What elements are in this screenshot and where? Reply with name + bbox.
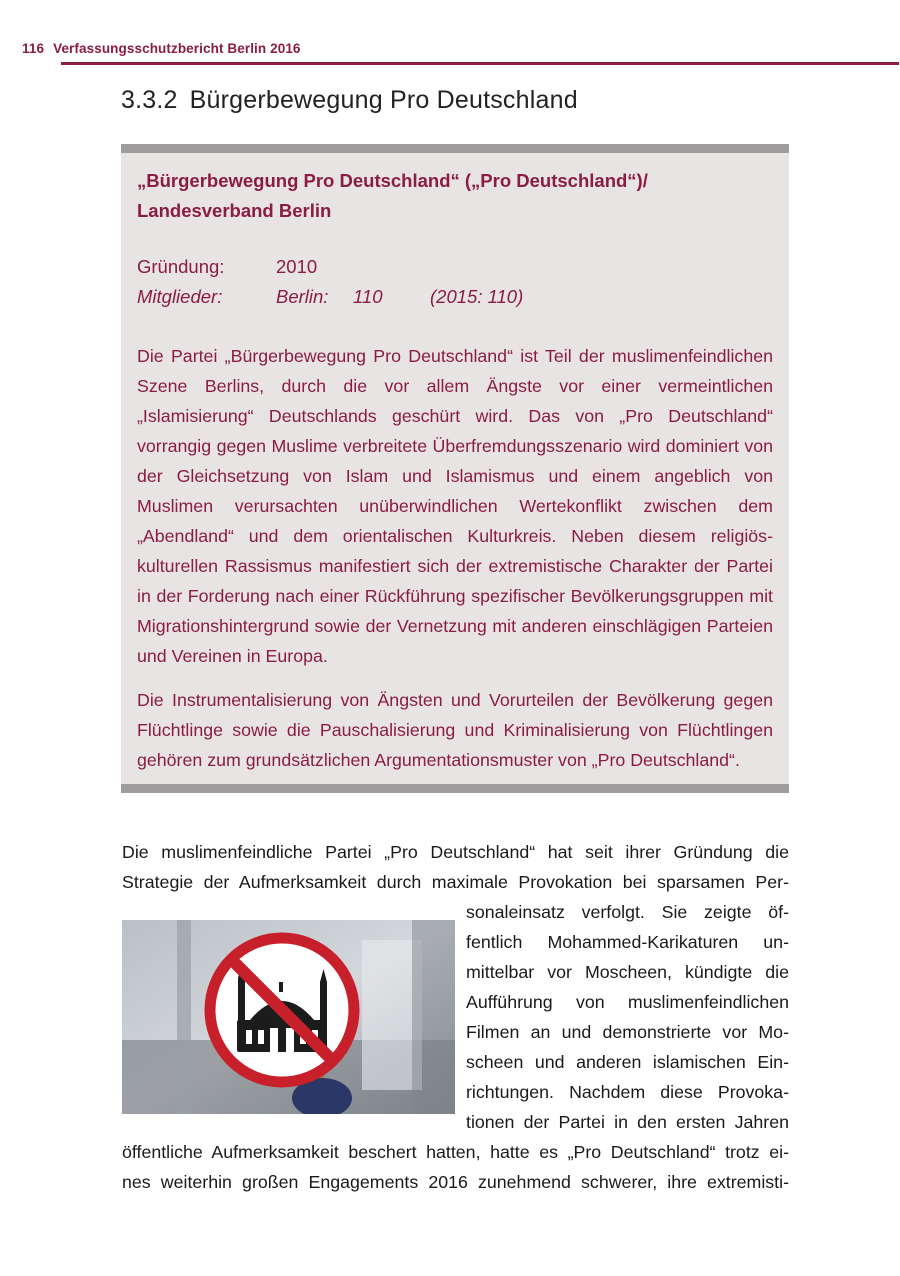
body-line: tionen der Partei in den ersten Jahren [466, 1112, 789, 1132]
section-number: 3.3.2 [121, 86, 178, 114]
running-header [22, 41, 301, 56]
members-label: Mitglieder: [137, 286, 223, 307]
photo-illustration [122, 920, 455, 1114]
header-rule [61, 62, 899, 65]
members-place: Berlin: [276, 286, 329, 307]
members-previous: (2015: 110) [430, 286, 524, 307]
body-line: Strategie der Aufmerksamkeit durch maximale Provokation bei sparsamen Per- [122, 872, 789, 892]
body-line: fentlich Mohammed-Karikaturen un- [466, 932, 789, 952]
body-line: mittelbar vor Moscheen, kündigte die [466, 962, 789, 982]
body-line: richtungen. Nachdem diese Provoka- [466, 1082, 789, 1102]
body-line: sonaleinsatz verfolgt. Sie zeigte öf- [466, 902, 789, 922]
body-line: scheen und anderen islamischen Ein- [466, 1052, 789, 1072]
page-number: 116 [22, 41, 45, 56]
section-heading [121, 86, 578, 115]
running-title: Verfassungsschutzbericht Berlin 2016 [53, 41, 301, 56]
founding-label: Gründung: [137, 256, 225, 277]
info-box-heading-line1: „Bürgerbewegung Pro Deutschland“ („Pro Deutschland“)/ [137, 170, 648, 191]
founding-value: 2010 [276, 256, 318, 277]
body-line: Filmen an und demonstrierte vor Mo- [466, 1022, 789, 1042]
body-paragraph-bottom [122, 1137, 789, 1197]
body-paragraph-top [122, 837, 789, 897]
info-box-heading-line2: Landesverband Berlin [137, 200, 332, 221]
no-mosque-sign [210, 938, 354, 1082]
section-title: Bürgerbewegung Pro Deutschland [189, 86, 578, 114]
info-box-bottom-bar [121, 784, 789, 793]
fact-row-members [137, 282, 767, 312]
members-value: 110 [353, 286, 383, 307]
protest-sign-photo [122, 920, 455, 1114]
body-line: öffentliche Aufmerksamkeit beschert hatten, hatte es „Pro Deutschland“ trotz ei- [122, 1142, 789, 1162]
body-paragraph-beside-photo [466, 897, 789, 1137]
info-box-top-bar [121, 144, 789, 153]
info-box-paragraph-1: Die Partei „Bürgerbewegung Pro Deutschland“ ist Teil der muslimenfeindlichen Szene Berlins, durch die vor allem Ängste vor einer vermeintlichen „Islamisierung“ Deutschlands geschürt wird. Das von „Pro Deutschland“ vorrangig gegen Muslime verbreitete Überfremdungsszenario wird dominiert von der Gleichsetzung von Islam und Islamismus und einem angeblich von Muslimen verursachten unüberwindlichen Wertekonflikt zwischen dem „Abendland“ und dem orientalischen Kulturkreis. Neben diesem religiös-kulturellen Rassismus manifestiert sich der extremistische Charakter der Partei in der Forderung nach einer Rückführung spezifischer Bevölkerungsgruppen mit Migrationshintergrund sowie der Vernetzung mit anderen einschlägigen Parteien und Vereinen in Europa. [137, 346, 773, 666]
info-box-heading [137, 166, 767, 226]
fact-row-founding [137, 252, 767, 282]
body-line: Die muslimenfeindliche Partei „Pro Deutschland“ hat seit ihrer Gründung die [122, 842, 789, 862]
body-line: nes weiterhin großen Engagements 2016 zunehmend schwerer, ihre extremisti- [122, 1172, 789, 1192]
body-line: Aufführung von muslimenfeindlichen [466, 992, 789, 1012]
info-box-paragraph-2: Die Instrumentalisierung von Ängsten und Vorurteilen der Bevölkerung gegen Flüchtlinge sowie die Pauschalisierung und Kriminalisierung von Flüchtlingen gehören zum grundsätzlichen Argumentationsmuster von „Pro Deutschland“. [137, 690, 773, 770]
fact-table [137, 252, 767, 312]
info-box [121, 144, 789, 793]
